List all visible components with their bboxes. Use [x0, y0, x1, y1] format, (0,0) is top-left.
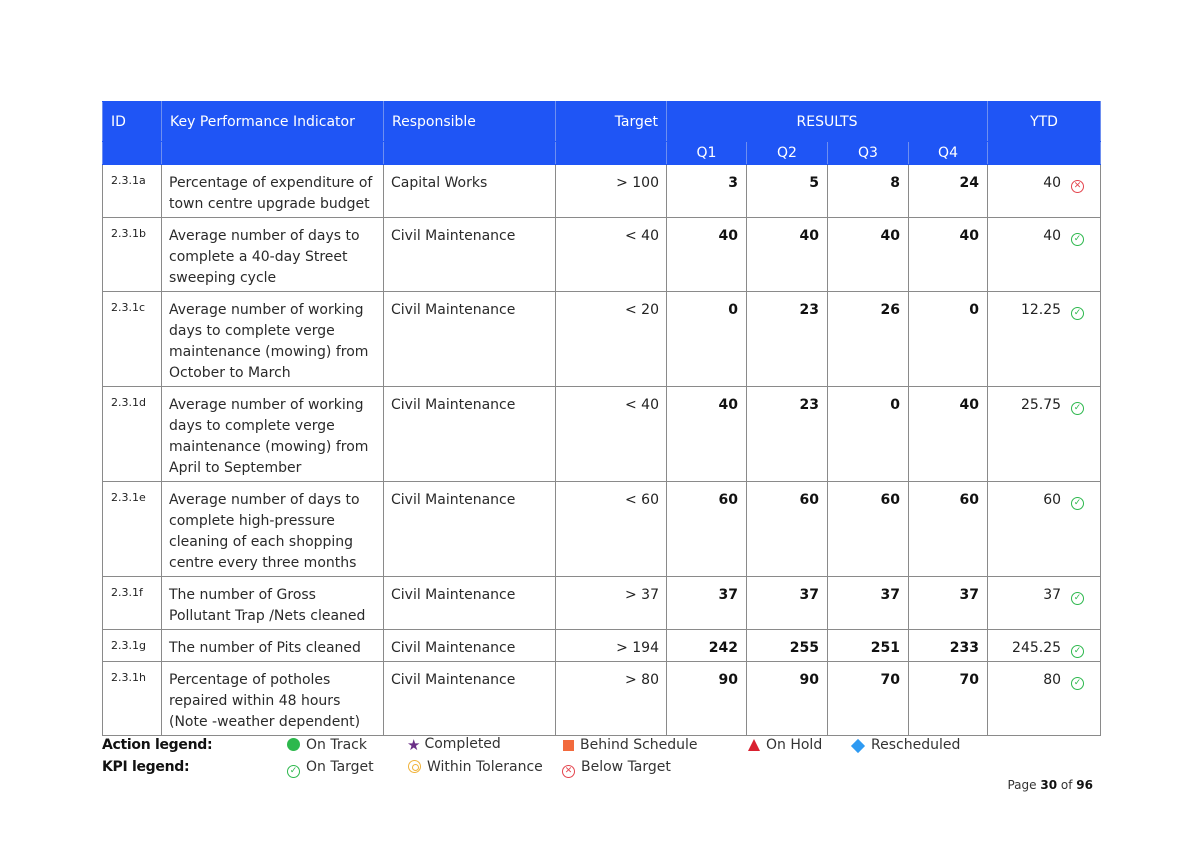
row-q1: 90 [667, 662, 747, 736]
legend-behind-schedule-label: Behind Schedule [580, 737, 698, 753]
row-q1: 40 [667, 218, 747, 292]
kpi-table-body [103, 165, 1101, 736]
legend-completed [407, 736, 501, 754]
row-q4: 40 [909, 387, 988, 482]
header-q2: Q2 [747, 142, 828, 165]
row-ytd [988, 577, 1101, 630]
on-target-icon: ✓ [1071, 677, 1084, 690]
header-target-sub [556, 142, 667, 165]
row-q2: 40 [747, 218, 828, 292]
row-ytd-value: 245.25 [1012, 640, 1062, 656]
on-target-icon: ✓ [1071, 497, 1084, 510]
table-row [103, 165, 1101, 218]
header-results: RESULTS [667, 102, 988, 142]
row-target: > 37 [556, 577, 667, 630]
on-target-icon: ✓ [1071, 645, 1084, 658]
page-total: 96 [1076, 778, 1093, 792]
row-target: < 40 [556, 387, 667, 482]
row-target: < 40 [556, 218, 667, 292]
row-ytd-value: 60 [1043, 492, 1062, 508]
row-q3: 26 [828, 292, 909, 387]
row-q2: 60 [747, 482, 828, 577]
row-q3: 251 [828, 630, 909, 662]
on-target-icon: ✓ [1071, 402, 1084, 415]
legend-on-target-label: On Target [306, 759, 374, 775]
row-q2: 23 [747, 292, 828, 387]
header-responsible-sub [384, 142, 556, 165]
row-target: < 20 [556, 292, 667, 387]
legend-on-hold [748, 737, 822, 753]
row-kpi: The number of Gross Pollutant Trap /Nets cleaned [162, 577, 384, 630]
header-kpi-sub [162, 142, 384, 165]
row-responsible: Civil Maintenance [384, 630, 556, 662]
row-ytd [988, 218, 1101, 292]
row-q1: 0 [667, 292, 747, 387]
legend-on-hold-label: On Hold [766, 737, 823, 753]
diamond-icon [851, 739, 865, 753]
row-id: 2.3.1d [103, 387, 162, 482]
row-kpi: Average number of days to complete high-pressure cleaning of each shopping centre every three months [162, 482, 384, 577]
row-responsible: Civil Maintenance [384, 577, 556, 630]
page-current: 30 [1040, 778, 1058, 792]
row-ytd-value: 37 [1043, 587, 1062, 603]
triangle-icon [748, 739, 760, 751]
row-kpi: Percentage of potholes repaired within 48 hours (Note -weather dependent) [162, 662, 384, 736]
on-target-icon: ✓ [1071, 233, 1084, 246]
row-q1: 60 [667, 482, 747, 577]
page-prefix: Page [1007, 778, 1037, 792]
on-target-icon: ✓ [1071, 307, 1084, 320]
row-kpi: Percentage of expenditure of town centre upgrade budget [162, 165, 384, 218]
page-number [1007, 778, 1093, 792]
row-q2: 5 [747, 165, 828, 218]
row-kpi: Average number of days to complete a 40-day Street sweeping cycle [162, 218, 384, 292]
row-q3: 0 [828, 387, 909, 482]
page-of: of [1060, 778, 1073, 792]
square-icon [563, 740, 574, 751]
header-q4: Q4 [909, 142, 988, 165]
row-q3: 60 [828, 482, 909, 577]
legend-on-target [287, 759, 374, 778]
row-id: 2.3.1b [103, 218, 162, 292]
kpi-legend-title: KPI legend: [102, 759, 190, 775]
row-q2: 90 [747, 662, 828, 736]
row-ytd [988, 387, 1101, 482]
row-q1: 40 [667, 387, 747, 482]
action-legend-title: Action legend: [102, 737, 213, 753]
row-q1: 37 [667, 577, 747, 630]
row-ytd [988, 165, 1101, 218]
legend-completed-label: Completed [424, 736, 501, 752]
row-responsible: Capital Works [384, 165, 556, 218]
table-row [103, 662, 1101, 736]
header-id-sub [103, 142, 162, 165]
row-q4: 0 [909, 292, 988, 387]
row-q1: 242 [667, 630, 747, 662]
green-circle-icon [287, 738, 300, 751]
tolerance-circle-icon [408, 760, 421, 773]
row-ytd [988, 662, 1101, 736]
row-kpi: Average number of working days to complete verge maintenance (mowing) from April to September [162, 387, 384, 482]
table-row [103, 630, 1101, 662]
row-id: 2.3.1c [103, 292, 162, 387]
row-responsible: Civil Maintenance [384, 292, 556, 387]
legend-below-target-label: Below Target [581, 759, 671, 775]
row-ytd-value: 80 [1043, 672, 1062, 688]
header-responsible: Responsible [384, 102, 556, 142]
row-id: 2.3.1a [103, 165, 162, 218]
row-ytd-value: 12.25 [1020, 302, 1062, 318]
row-responsible: Civil Maintenance [384, 482, 556, 577]
legend-below-target [562, 759, 671, 778]
row-q4: 60 [909, 482, 988, 577]
row-ytd-value: 40 [1043, 175, 1062, 191]
row-ytd [988, 482, 1101, 577]
header-ytd: YTD [988, 102, 1101, 142]
legend-on-track [287, 737, 367, 753]
row-q3: 8 [828, 165, 909, 218]
kpi-table [102, 101, 1101, 736]
row-q3: 40 [828, 218, 909, 292]
row-ytd-value: 40 [1043, 228, 1062, 244]
table-row [103, 577, 1101, 630]
row-target: > 100 [556, 165, 667, 218]
table-row [103, 292, 1101, 387]
legend-on-track-label: On Track [306, 737, 367, 753]
header-kpi: Key Performance Indicator [162, 102, 384, 142]
header-q1: Q1 [667, 142, 747, 165]
row-q3: 37 [828, 577, 909, 630]
x-circle-icon: ✕ [562, 765, 575, 778]
row-ytd-value: 25.75 [1020, 397, 1062, 413]
row-responsible: Civil Maintenance [384, 218, 556, 292]
row-kpi: The number of Pits cleaned [162, 630, 384, 662]
row-q1: 3 [667, 165, 747, 218]
table-row [103, 482, 1101, 577]
legend-within-tolerance [408, 759, 543, 775]
row-id: 2.3.1f [103, 577, 162, 630]
row-target: > 194 [556, 630, 667, 662]
row-ytd [988, 630, 1101, 662]
row-q4: 70 [909, 662, 988, 736]
row-q3: 70 [828, 662, 909, 736]
row-q2: 37 [747, 577, 828, 630]
below-target-icon: ✕ [1071, 180, 1084, 193]
legend-rescheduled [851, 737, 960, 753]
row-responsible: Civil Maintenance [384, 662, 556, 736]
row-id: 2.3.1g [103, 630, 162, 662]
header-q3: Q3 [828, 142, 909, 165]
row-responsible: Civil Maintenance [384, 387, 556, 482]
table-row [103, 387, 1101, 482]
row-target: < 60 [556, 482, 667, 577]
legend-within-tolerance-label: Within Tolerance [427, 759, 543, 775]
row-q4: 233 [909, 630, 988, 662]
legend-behind-schedule [563, 737, 698, 753]
row-id: 2.3.1h [103, 662, 162, 736]
row-target: > 80 [556, 662, 667, 736]
row-q2: 255 [747, 630, 828, 662]
row-q4: 40 [909, 218, 988, 292]
on-target-icon: ✓ [1071, 592, 1084, 605]
legend-rescheduled-label: Rescheduled [871, 737, 961, 753]
star-icon: ★ [407, 736, 421, 754]
row-q4: 24 [909, 165, 988, 218]
row-id: 2.3.1e [103, 482, 162, 577]
check-circle-icon: ✓ [287, 765, 300, 778]
header-id: ID [103, 102, 162, 142]
row-q4: 37 [909, 577, 988, 630]
header-target: Target [556, 102, 667, 142]
header-ytd-sub [988, 142, 1101, 165]
row-q2: 23 [747, 387, 828, 482]
row-kpi: Average number of working days to complete verge maintenance (mowing) from October to March [162, 292, 384, 387]
row-ytd [988, 292, 1101, 387]
table-row [103, 218, 1101, 292]
